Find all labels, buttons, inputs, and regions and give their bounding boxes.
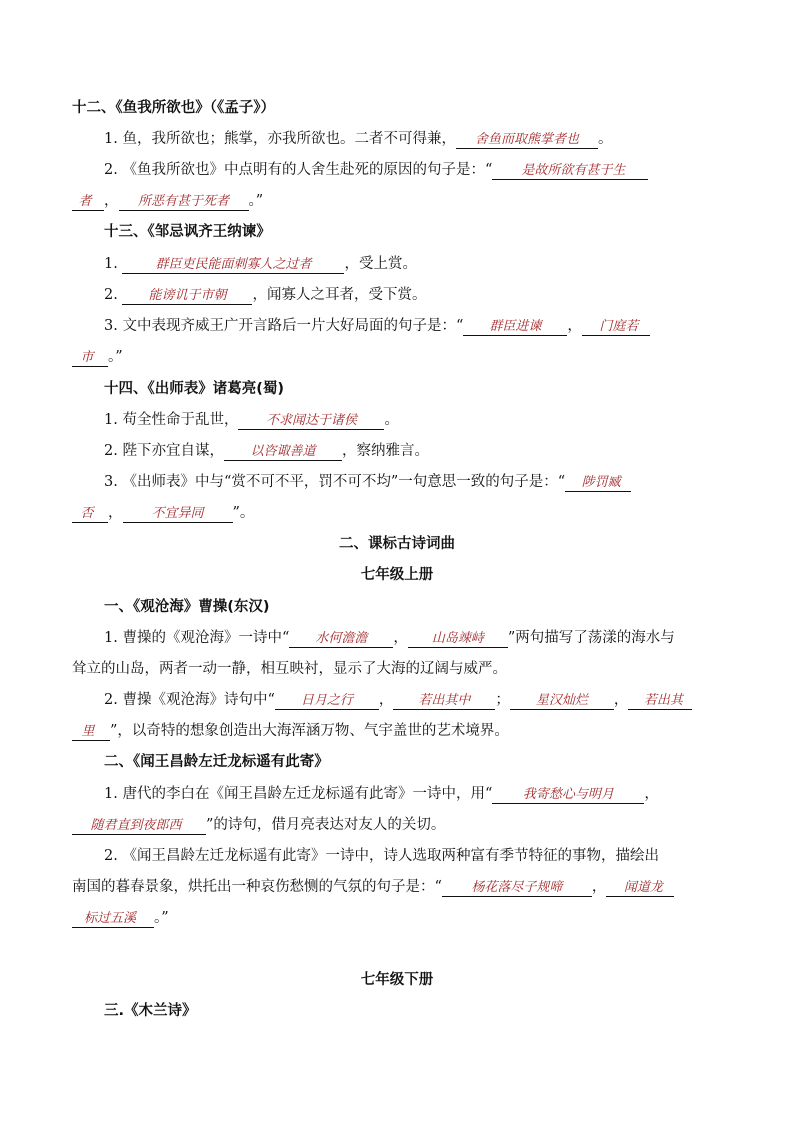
answer-blank: 是故所欲有甚于生 xyxy=(492,162,648,180)
question-text: 1. xyxy=(104,256,123,272)
answer-blank: 山岛竦峙 xyxy=(408,630,508,648)
question-text: ”。 xyxy=(232,505,255,521)
question-text: ， xyxy=(613,692,629,708)
question-text: ， xyxy=(567,318,582,334)
answer-blank: 否 xyxy=(72,505,108,523)
question-text: ”，以奇特的想象创造出大海浑涵万物、气宇盖世的艺术境界。 xyxy=(110,723,509,739)
question-text: 。 xyxy=(384,412,399,428)
poem-heading-1: 一、《观沧海》曹操(东汉) xyxy=(104,599,270,615)
answer-blank: 市 xyxy=(72,349,108,367)
answer-blank: 若出其中 xyxy=(393,692,495,710)
question-text: ， xyxy=(378,692,394,708)
question-text: ， xyxy=(644,786,659,802)
poem-question-1-2 xyxy=(104,688,692,710)
question-text: 1. 苟全性命于乱世， xyxy=(104,412,239,428)
answer-blank: 不宜异同 xyxy=(123,505,233,523)
poem-question-2-1 xyxy=(104,782,659,804)
answer-blank: 能谤讥于市朝 xyxy=(122,287,252,305)
answer-blank: 门庭若 xyxy=(582,318,650,336)
answer-blank: 里 xyxy=(72,723,110,741)
poem-question-2-2-line2 xyxy=(72,875,674,897)
question-text: 。 xyxy=(597,131,613,147)
answer-blank: 杨花落尽子规啼 xyxy=(442,879,592,897)
question-text: ，受上赏。 xyxy=(344,256,417,272)
question-12-2-cont xyxy=(72,189,263,211)
question-text: 2. 曹操《观沧海》诗句中“ xyxy=(104,692,275,708)
question-text: ”的诗句，借月亮表达对友人的关切。 xyxy=(206,817,446,833)
poem-question-1-1-cont: 耸立的山岛，两者一动一静，相互映衬，显示了大海的辽阔与威严。 xyxy=(72,661,507,677)
question-13-2 xyxy=(104,283,426,305)
answer-blank: 标过五溪 xyxy=(72,910,154,928)
question-14-1 xyxy=(104,408,399,430)
question-14-2 xyxy=(104,439,429,461)
question-text: 。” xyxy=(248,193,264,209)
question-text: ， xyxy=(393,630,408,646)
poem-question-2-2-cont xyxy=(72,906,169,928)
answer-blank: 我寄愁心与明月 xyxy=(492,786,644,804)
question-text: ， xyxy=(108,505,123,521)
question-12-2 xyxy=(104,158,648,180)
answer-blank: 随君直到夜郎西 xyxy=(72,817,206,835)
question-13-3 xyxy=(104,314,650,336)
answer-blank: 者 xyxy=(72,193,104,211)
question-text: 1. 鱼，我所欲也；熊掌，亦我所欲也。二者不可得兼， xyxy=(104,131,456,147)
question-text: 2. xyxy=(104,287,123,303)
question-text: 1. 唐代的李白在《闻王昌龄左迁龙标遥有此寄》一诗中，用“ xyxy=(104,786,493,802)
grade-title-7a: 七年级上册 xyxy=(360,567,434,583)
poem-question-2-2: 2. 《闻王昌龄左迁龙标遥有此寄》一诗中，诗人选取两种富有季节特征的事物，描绘出 xyxy=(104,848,659,864)
grade-title-7b: 七年级下册 xyxy=(360,972,434,988)
question-12-1 xyxy=(104,127,612,149)
question-text: 。” xyxy=(154,910,169,926)
question-text: 南国的暮春景象，烘托出一种哀伤愁恻的气氛的句子是：“ xyxy=(72,879,442,895)
answer-blank: 不求闻达于诸侯 xyxy=(238,412,384,430)
question-text: 3. 文中表现齐威王广开言路后一片大好局面的句子是：“ xyxy=(104,318,464,334)
part-title: 二、课标古诗词曲 xyxy=(339,536,455,552)
question-text: 1. 曹操的《观沧海》一诗中“ xyxy=(104,630,290,646)
poem-question-1-2-cont xyxy=(72,719,509,741)
poem-question-2-1-cont xyxy=(72,813,445,835)
question-text: ，察纳雅言。 xyxy=(341,443,429,459)
question-text: ， xyxy=(104,193,119,209)
answer-blank: 陟罚臧 xyxy=(565,474,631,492)
poem-heading-2: 二、《闻王昌龄左迁龙标遥有此寄》 xyxy=(104,754,329,770)
section-heading-13: 十三、《邹忌讽齐王纳谏》 xyxy=(104,224,271,240)
question-14-3-cont xyxy=(72,501,254,523)
poem-heading-3: 三.《木兰诗》 xyxy=(104,1003,197,1019)
question-text: ”两句描写了荡漾的海水与 xyxy=(507,630,675,646)
question-14-3 xyxy=(104,470,631,492)
question-text: 。” xyxy=(108,349,123,365)
question-text: ，闻寡人之耳者，受下赏。 xyxy=(252,287,427,303)
section-heading-14: 十四、《出师表》诸葛亮(蜀) xyxy=(104,381,285,397)
answer-blank: 群臣进谏 xyxy=(463,318,567,336)
poem-question-1-1 xyxy=(104,626,675,648)
answer-blank: 所恶有甚于死者 xyxy=(119,193,249,211)
question-text: 3. 《出师表》中与“赏不可不平，罚不可不均”一句意思一致的句子是：“ xyxy=(104,474,566,490)
answer-blank: 群臣吏民能面刺寡人之过者 xyxy=(122,256,344,274)
answer-blank: 以咨诹善道 xyxy=(224,443,342,461)
question-13-3-cont xyxy=(72,345,123,367)
question-13-1 xyxy=(104,252,417,274)
answer-blank: 若出其 xyxy=(628,692,692,710)
question-text: ； xyxy=(495,692,510,708)
question-text: 2. 陛下亦宜自谋， xyxy=(104,443,224,459)
answer-blank: 星汉灿烂 xyxy=(510,692,614,710)
question-text: ， xyxy=(591,879,607,895)
answer-blank: 日月之行 xyxy=(275,692,379,710)
section-heading-12: 十二、《鱼我所欲也》（《孟子》） xyxy=(72,100,275,116)
question-text: 2. 《鱼我所欲也》中点明有的人舍生赴死的原因的句子是：“ xyxy=(104,162,493,178)
answer-blank: 舍鱼而取熊掌者也 xyxy=(456,131,598,149)
answer-blank: 闻道龙 xyxy=(606,879,674,897)
answer-blank: 水何澹澹 xyxy=(289,630,393,648)
